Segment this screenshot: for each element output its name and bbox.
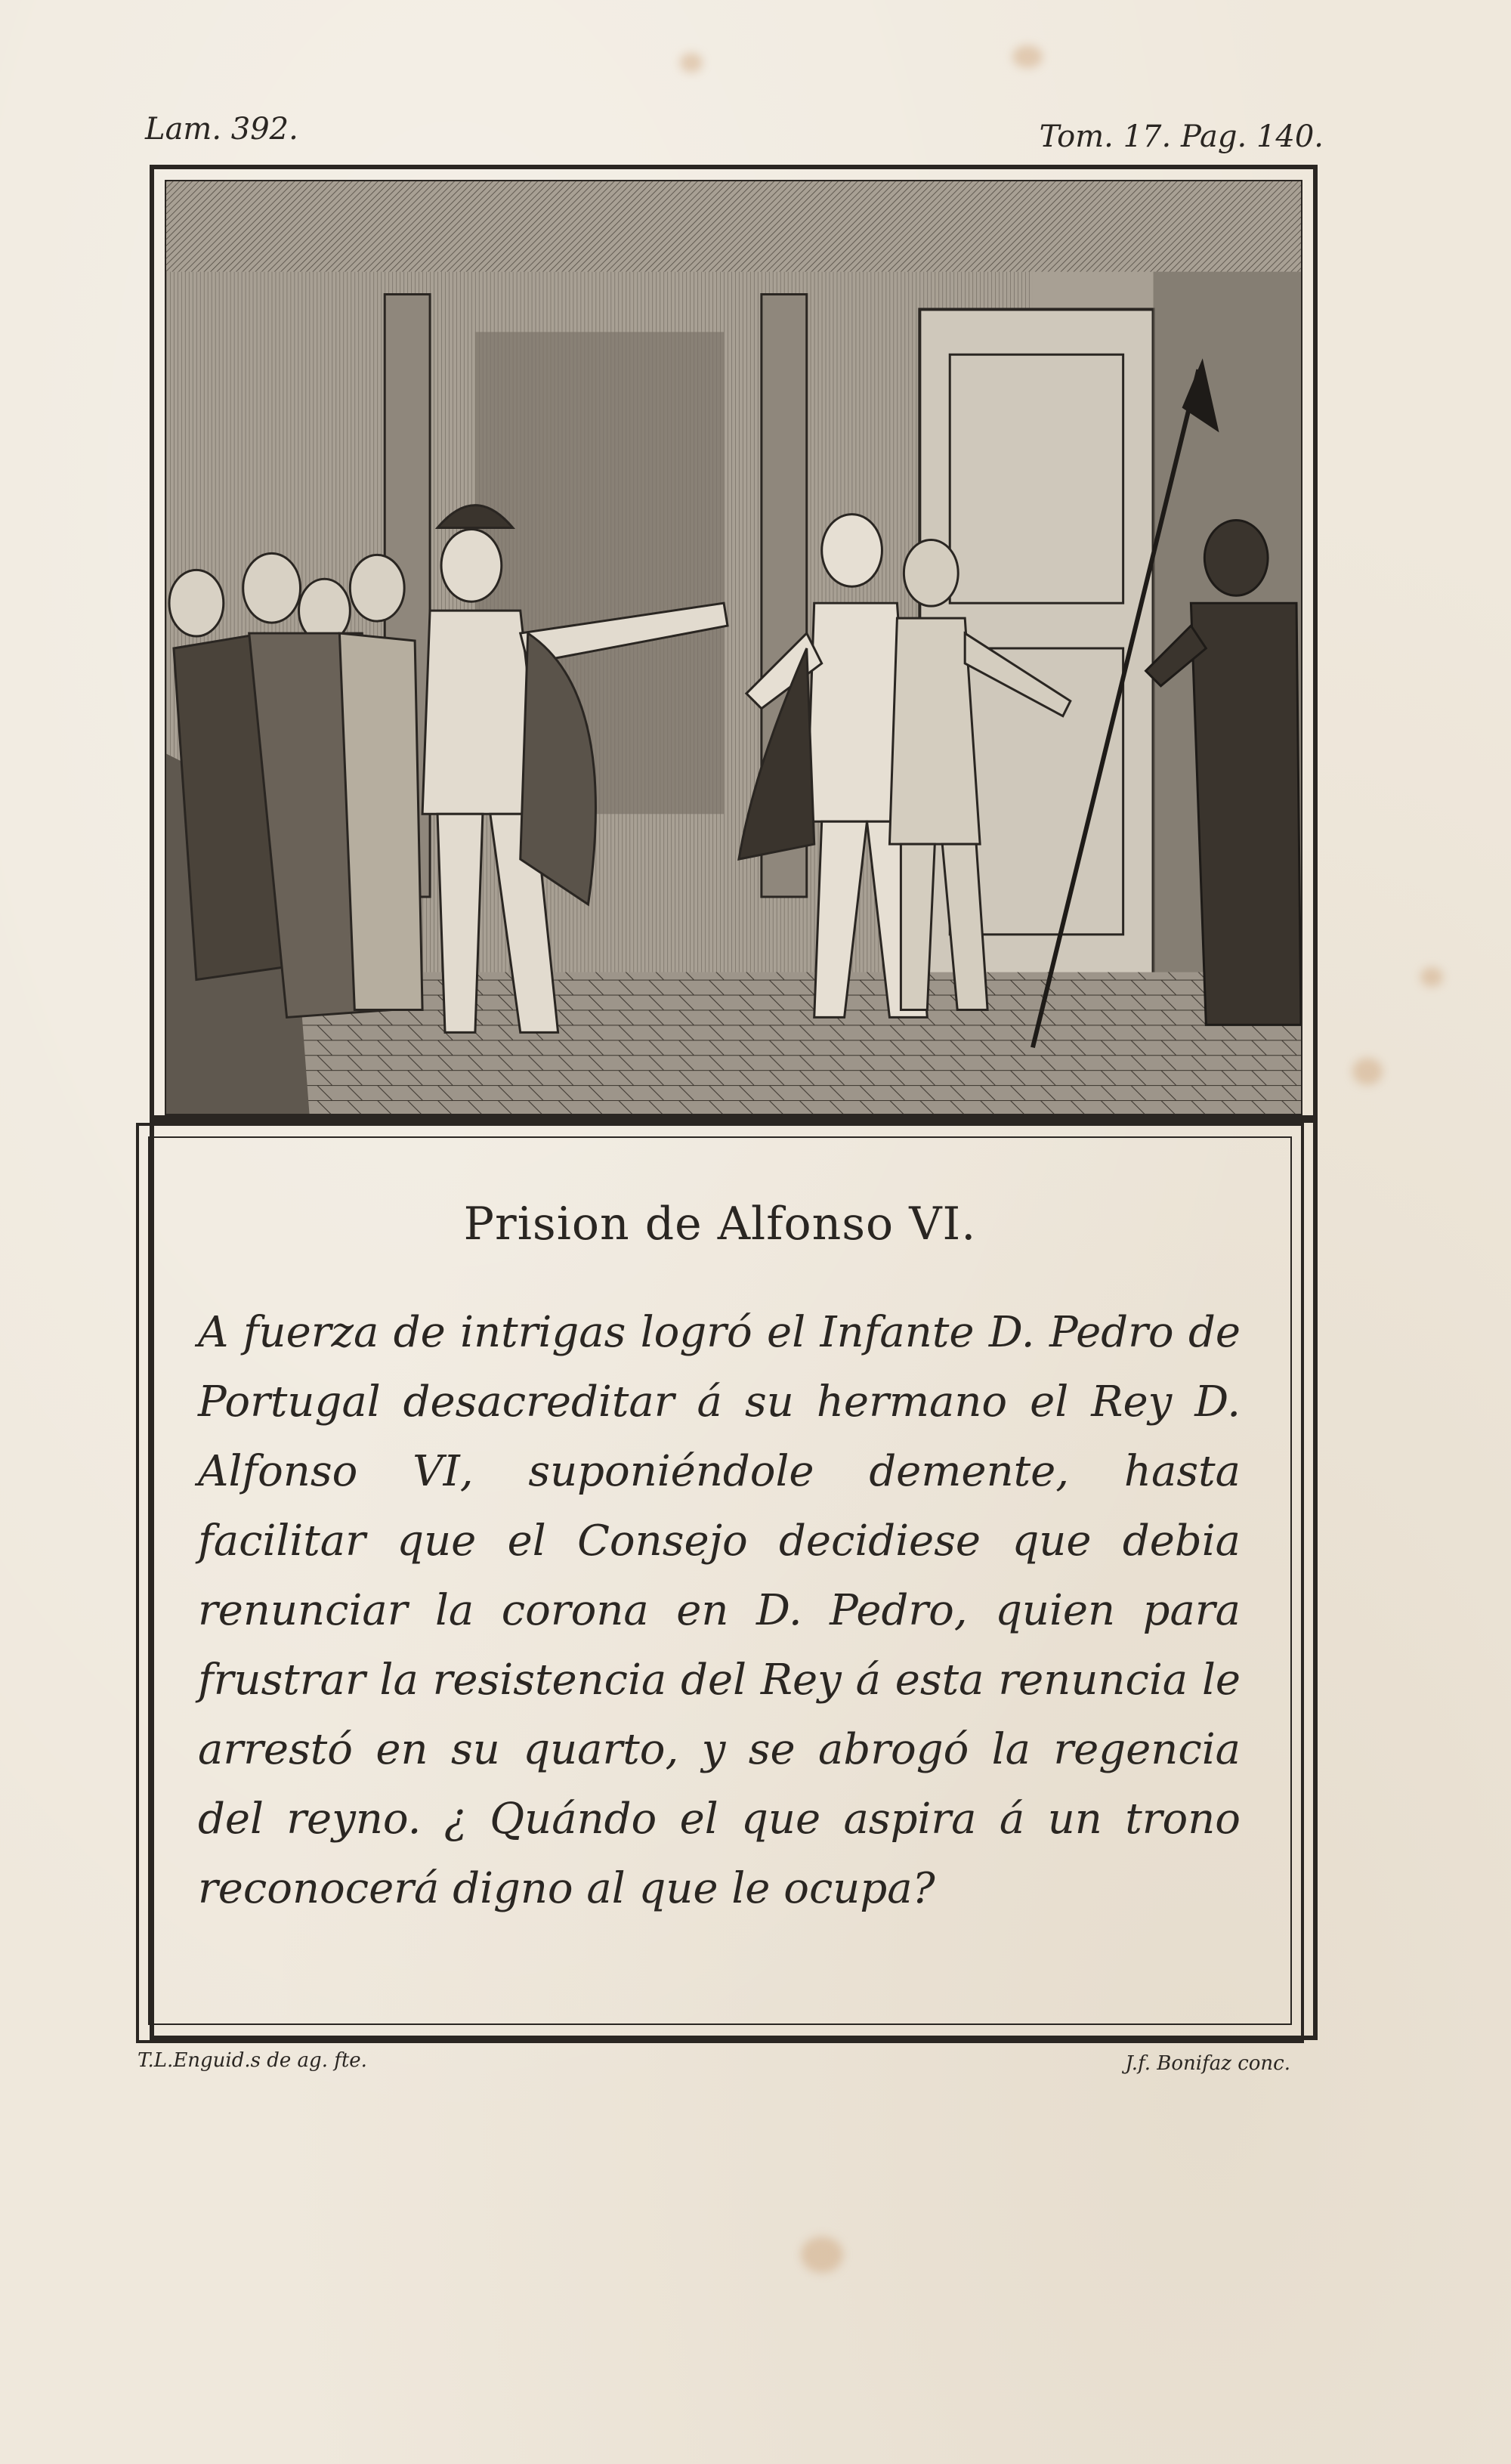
engraving-illustration [165,180,1302,1115]
plate-number: Lam. 392. [145,112,298,147]
foxing-stain [1012,45,1043,68]
foxing-stain [680,53,703,73]
volume-page-reference: Tom. 17. Pag. 140. [1039,119,1324,154]
engraver-credit: T.L.Enguid.s de ag. fte. [138,2049,367,2072]
foxing-stain [1420,967,1443,987]
finisher-credit: J.f. Bonifaz conc. [1125,2052,1290,2075]
ceiling [166,181,1301,272]
frame-divider [150,1115,1318,1123]
caption-title: Prision de Alfonso VI. [463,1198,977,1251]
engraving-scene [166,181,1301,1114]
caption-body: A fuerza de intrigas logró el Infante D. Pedro de Portugal desacreditar á su hermano el Rey D. Alfonso VI, suponiéndole demente, hasta facilitar que el Consejo decidiese que debia renunciar la corona en D. Pedro, quien para frustrar la resistencia del Rey á esta renuncia le arrestó en su quarto, y se abrogó la regencia del reyno. ¿ Quándo el que aspira á un trono reconocerá digno al que le ocupa? [198,1308,1241,1913]
foxing-stain [1352,1058,1383,1085]
foxing-stain [801,2237,843,2273]
